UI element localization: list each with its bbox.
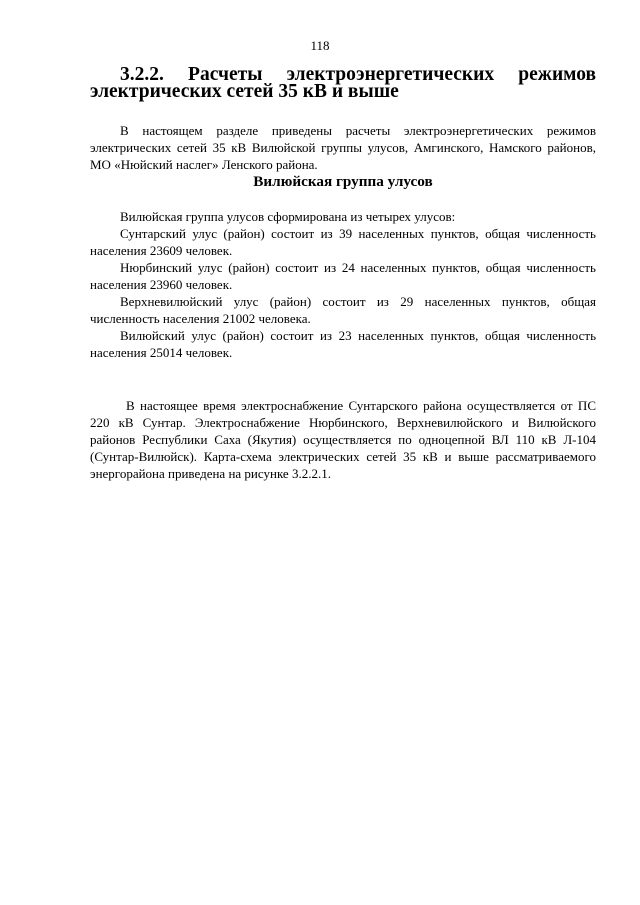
section-number: 3.2.2. — [120, 64, 164, 85]
section-title: Расчеты электроэнергетических режимов электрических сетей 35 кВ и выше — [90, 64, 596, 102]
group-paragraph: Вилюйская группа улусов сформирована из четырех улусов: — [120, 209, 456, 224]
supply-paragraph: В настоящее время электроснабжение Сунтарского района осуществляется от ПС 220 кВ Сунтар. Электроснабжение Нюрбинского, Верхневилюйского и Вилюйского районов Республики Саха (Якутия) осуществляется по одноцепной ВЛ 110 кВ Л-104 (Сунтар-Вилюйск). Карта-схема электрических сетей 35 кВ и выше рассматриваемого энергорайона приведена на рисунке 3.2.2.1. — [90, 398, 596, 481]
page-content — [90, 66, 596, 482]
group-paragraph: Нюрбинский улус (район) состоит из 24 населенных пунктов, общая численность населения 23960 человек. — [90, 260, 596, 292]
group-paragraph: Сунтарский улус (район) состоит из 39 населенных пунктов, общая численность населения 23609 человек. — [90, 226, 596, 258]
section-heading — [90, 66, 596, 100]
intro-paragraph: В настоящем разделе приведены расчеты электроэнергетических режимов электрических сетей 35 кВ Вилюйской группы улусов, Амгинского, Намского районов, МО «Нюйский наслег» Ленского района. — [90, 123, 596, 172]
subheading: Вилюйская группа улусов — [253, 173, 433, 190]
group-paragraph: Вилюйский улус (район) состоит из 23 населенных пунктов, общая численность населения 25014 человек. — [90, 328, 596, 360]
group-paragraph: Верхневилюйский улус (район) состоит из 29 населенных пунктов, общая численность населения 21002 человека. — [90, 294, 596, 326]
page-number: 118 — [310, 38, 330, 53]
group-list — [90, 208, 596, 361]
